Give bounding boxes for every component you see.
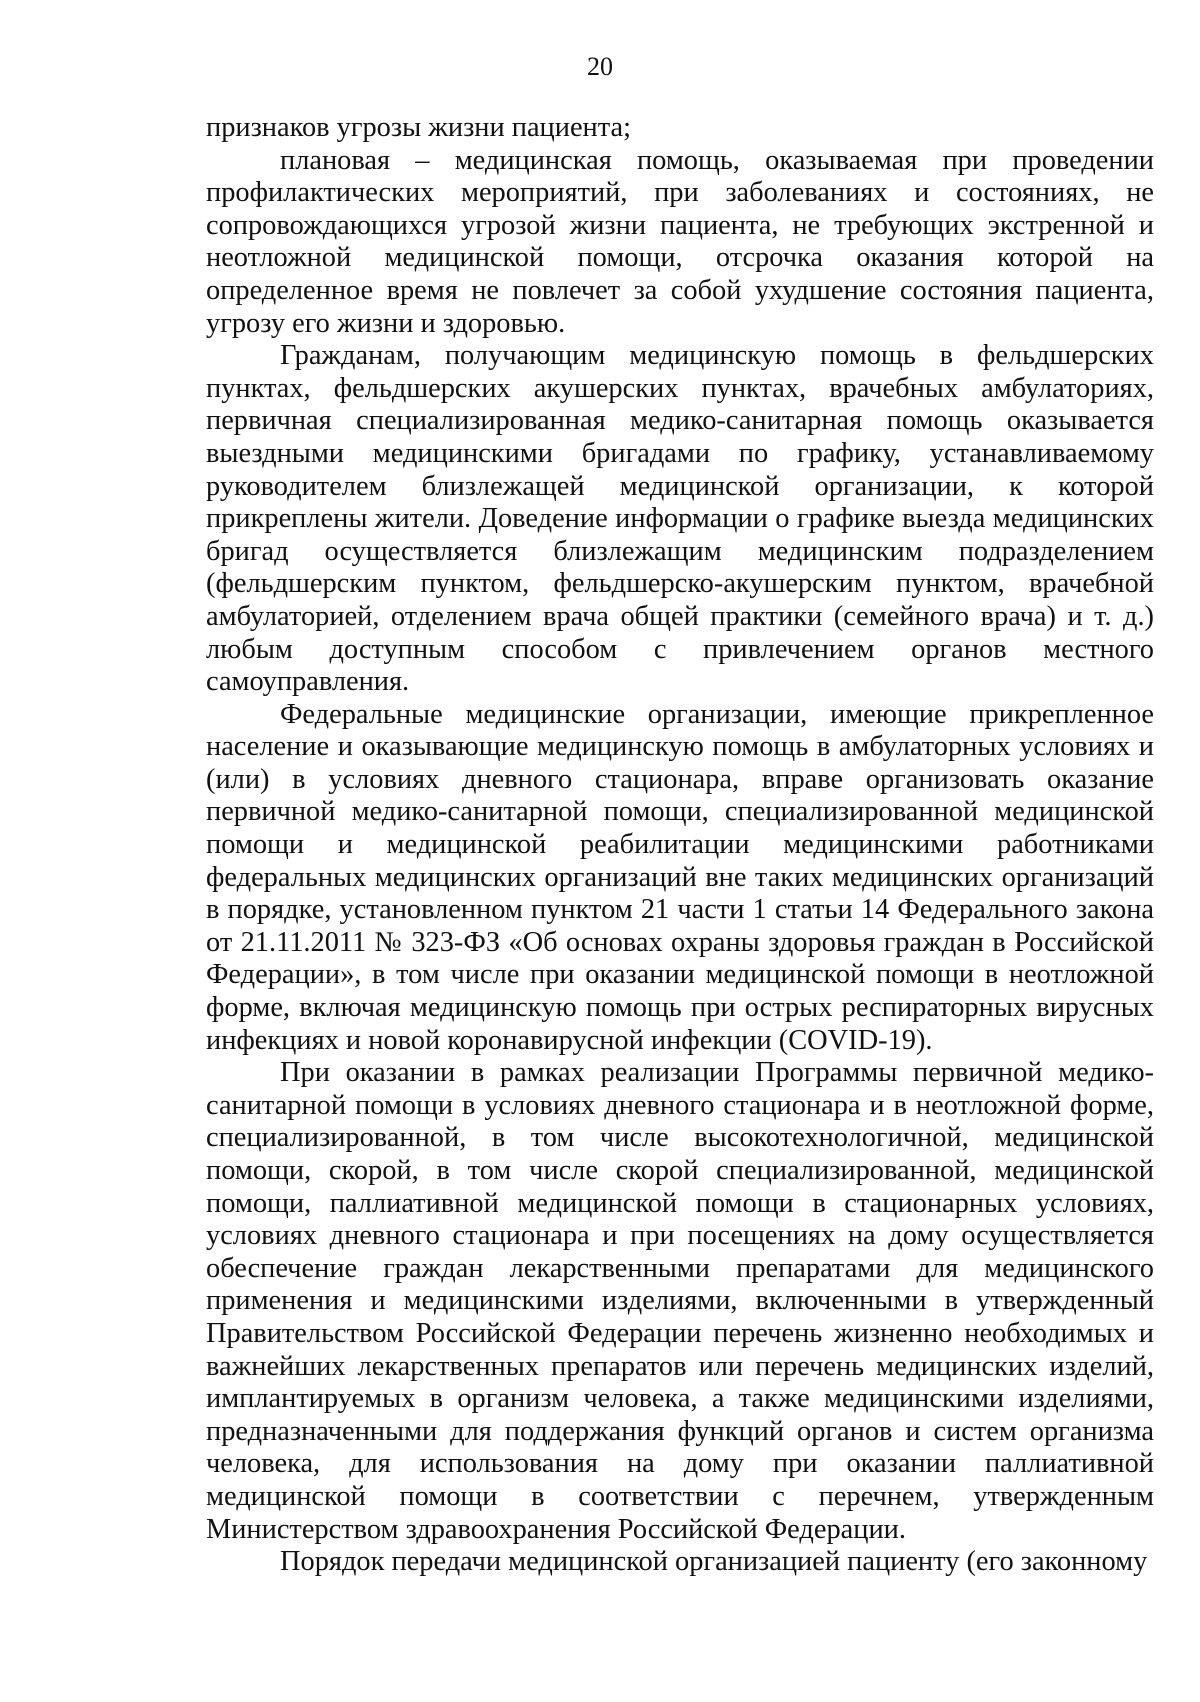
document-body [206,112,1154,1579]
paragraph-planned-care: плановая – медицинская помощь, оказываемая при проведении профилактических мероприятий, при заболеваниях и состояниях, не сопровождающихся угрозой жизни пациента, не требующих экстренной и неотложной медицинской помощи, отсрочка оказания которой на определенное время не повлечет за собой ухудшение состояния пациента, угрозу его жизни и здоровью. [206,144,1154,339]
paragraph-federal-organizations: Федеральные медицинские организации, имеющие прикрепленное население и оказывающие медицинскую помощь в амбулаторных условиях и (или) в условиях дневного стационара, вправе организовать оказание первичной медико-санитарной помощи, специализированной медицинской помощи и медицинской реабилитации медицинскими работниками федеральных медицинских организаций вне таких медицинских организаций в порядке, установленном пунктом 21 части 1 статьи 14 Федерального закона от 21.11.2011 № 323-ФЗ «Об основах охраны здоровья граждан в Российской Федерации», в том числе при оказании медицинской помощи в неотложной форме, включая медицинскую помощь при острых респираторных вирусных инфекциях и новой коронавирусной инфекции (COVID-19). [206,698,1154,1056]
page-number: 20 [587,52,613,81]
paragraph-continuation: признаков угрозы жизни пациента; [206,112,631,143]
paragraph-mobile-teams: Гражданам, получающим медицинскую помощь в фельдшерских пунктах, фельдшерских акушерских пунктах, врачебных амбулаториях, первичная специализированная медико-санитарная помощь оказывается выездными медицинскими бригадами по графику, устанавливаемому руководителем близлежащей медицинской организации, к которой прикреплены жители. Доведение информации о графике выезда медицинских бригад осуществляется близлежащим медицинским подразделением (фельдшерским пунктом, фельдшерско-акушерским пунктом, врачебной амбулаторией, отделением врача общей практики (семейного врача) и т. д.) любым доступным способом с привлечением органов местного самоуправления. [206,340,1154,698]
paragraph-transfer-procedure: Порядок передачи медицинской организацией пациенту (его законному [280,1546,1148,1578]
paragraph-medicines-provision: При оказании в рамках реализации Программы первичной медико-санитарной помощи в условиях дневного стационара и в неотложной форме, специализированной, в том числе высокотехнологичной, медицинской помощи, скорой, в том числе скорой специализированной, медицинской помощи, паллиативной медицинской помощи в стационарных условиях, условиях дневного стационара и при посещениях на дому осуществляется обеспечение граждан лекарственными препаратами для медицинского применения и медицинскими изделиями, включенными в утвержденный Правительством Российской Федерации перечень жизненно необходимых и важнейших лекарственных препаратов или перечень медицинских изделий, имплантируемых в организм человека, а также медицинскими изделиями, предназначенными для поддержания функций органов и систем организма человека, для использования на дому при оказании паллиативной медицинской помощи в соответствии с перечнем, утвержденным Министерством здравоохранения Российской Федерации. [206,1057,1154,1545]
